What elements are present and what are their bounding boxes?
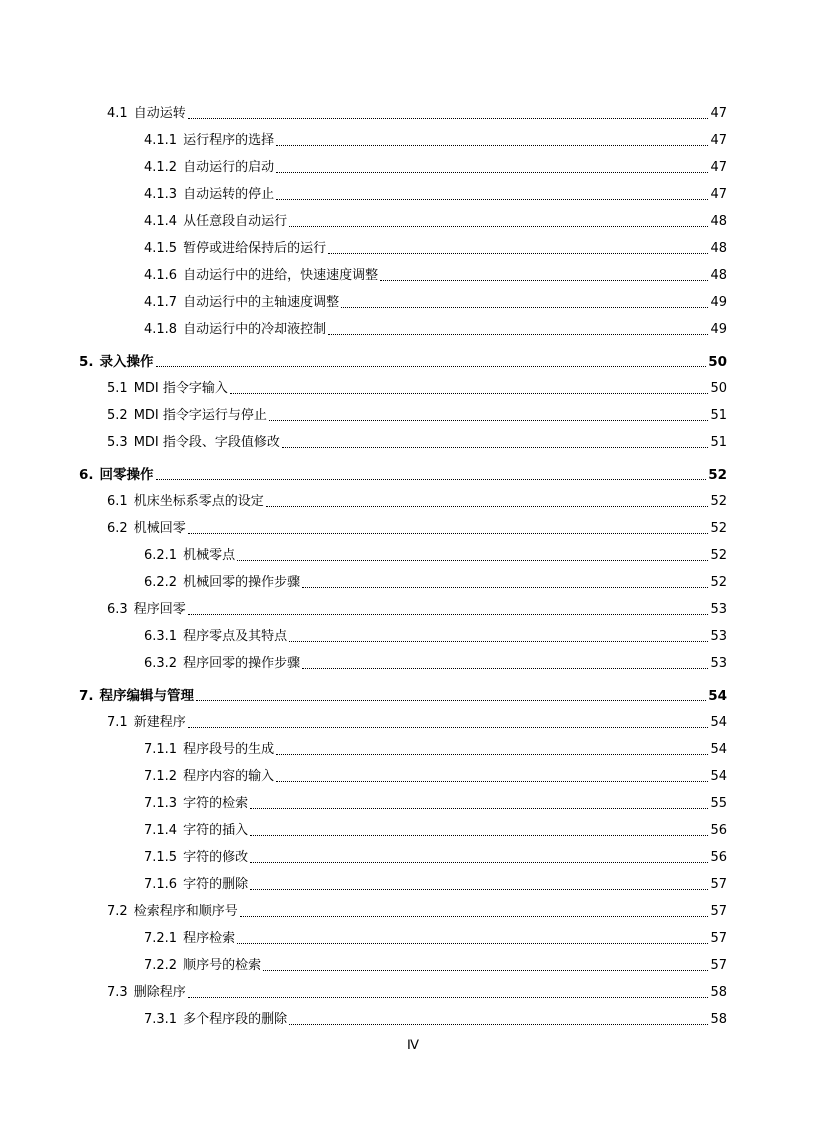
dot-leader bbox=[276, 780, 708, 782]
dot-leader bbox=[250, 834, 708, 836]
toc-entry-text: 程序内容的输入 bbox=[183, 769, 275, 784]
toc-entry-text: 自动运转的停止 bbox=[183, 187, 275, 202]
toc-entry-text: MDI 指令字输入 bbox=[133, 381, 228, 396]
dot-leader bbox=[282, 446, 709, 448]
toc-entry-text: 多个程序段的删除 bbox=[183, 1012, 288, 1027]
toc-entry-text: 删除程序 bbox=[133, 985, 186, 1000]
toc-entry-number: 6. bbox=[79, 467, 94, 483]
toc-entry-number: 7.3.1 bbox=[144, 1012, 178, 1027]
toc-entry[interactable] bbox=[144, 954, 727, 974]
toc-entry-page: 48 bbox=[710, 241, 727, 256]
toc-entry-text: 程序回零的操作步骤 bbox=[183, 656, 301, 671]
dot-leader bbox=[237, 942, 708, 944]
toc-entry-page: 58 bbox=[710, 985, 727, 1000]
toc-entry-title bbox=[107, 715, 186, 731]
toc-entry-number: 6.2.2 bbox=[144, 575, 178, 590]
toc-entry-title bbox=[107, 521, 186, 537]
toc-entry[interactable] bbox=[79, 350, 727, 370]
toc-entry[interactable] bbox=[79, 463, 727, 483]
dot-leader bbox=[276, 144, 708, 146]
dot-leader bbox=[302, 667, 708, 669]
toc-entry-text: 自动运行中的进给，快速速度调整 bbox=[183, 268, 379, 283]
dot-leader bbox=[289, 640, 708, 642]
toc-entry-text: 自动运转 bbox=[133, 106, 186, 121]
toc-entry[interactable] bbox=[144, 625, 727, 645]
dot-leader bbox=[188, 117, 709, 119]
toc-entry-text: 字符的插入 bbox=[183, 823, 249, 838]
toc-entry-page: 54 bbox=[710, 742, 727, 757]
toc-entry-text: 新建程序 bbox=[133, 715, 186, 730]
toc-entry-text: 顺序号的检索 bbox=[183, 958, 262, 973]
toc-entry[interactable] bbox=[144, 765, 727, 785]
toc-entry[interactable] bbox=[107, 981, 727, 1001]
toc-entry-page: 48 bbox=[710, 268, 727, 283]
toc-entry-page: 54 bbox=[710, 715, 727, 730]
toc-entry[interactable] bbox=[107, 404, 727, 424]
toc-entry-number: 6.3.2 bbox=[144, 656, 178, 671]
toc-entry-number: 7.2 bbox=[107, 904, 128, 919]
dot-leader bbox=[188, 726, 709, 728]
toc-entry-number: 4.1.8 bbox=[144, 322, 178, 337]
toc-entry-page: 51 bbox=[710, 435, 727, 450]
toc-entry-page: 56 bbox=[710, 850, 727, 865]
toc-entry[interactable] bbox=[144, 792, 727, 812]
toc-entry-page: 55 bbox=[710, 796, 727, 811]
toc-entry-number: 5.2 bbox=[107, 408, 128, 423]
toc-entry-text: 运行程序的选择 bbox=[183, 133, 275, 148]
toc-entry[interactable] bbox=[144, 927, 727, 947]
dot-leader bbox=[276, 753, 708, 755]
toc-entry-title bbox=[144, 133, 274, 149]
toc-entry-page: 52 bbox=[708, 467, 727, 483]
toc-entry[interactable] bbox=[107, 102, 727, 122]
toc-entry-title bbox=[144, 160, 274, 176]
dot-leader bbox=[380, 279, 708, 281]
toc-entry-number: 7.2.1 bbox=[144, 931, 178, 946]
toc-entry[interactable] bbox=[107, 377, 727, 397]
dot-leader bbox=[196, 699, 706, 701]
toc-entry-number: 4.1.2 bbox=[144, 160, 178, 175]
toc-entry-number: 7.1.2 bbox=[144, 769, 178, 784]
toc-entry[interactable] bbox=[144, 291, 727, 311]
toc-entry-number: 4.1.3 bbox=[144, 187, 178, 202]
toc-entry[interactable] bbox=[107, 598, 727, 618]
dot-leader bbox=[276, 171, 708, 173]
toc-entry[interactable] bbox=[144, 156, 727, 176]
dot-leader bbox=[250, 807, 708, 809]
toc-entry-page: 56 bbox=[710, 823, 727, 838]
dot-leader bbox=[188, 613, 709, 615]
dot-leader bbox=[289, 1023, 708, 1025]
toc-entry-page: 48 bbox=[710, 214, 727, 229]
toc-entry-page: 53 bbox=[710, 602, 727, 617]
toc-entry-page: 47 bbox=[710, 187, 727, 202]
toc-entry-page: 50 bbox=[710, 381, 727, 396]
toc-entry-page: 52 bbox=[710, 521, 727, 536]
dot-leader bbox=[289, 225, 708, 227]
dot-leader bbox=[341, 306, 708, 308]
toc-entry-title bbox=[107, 904, 238, 920]
toc-entry-title bbox=[107, 494, 264, 510]
toc-entry-number: 6.2 bbox=[107, 521, 128, 536]
toc-entry-text: 暂停或进给保持后的运行 bbox=[183, 241, 327, 256]
toc-entry-title bbox=[107, 106, 186, 122]
dot-leader bbox=[240, 915, 709, 917]
toc-entry[interactable] bbox=[107, 711, 727, 731]
toc-entry-title bbox=[144, 823, 248, 839]
dot-leader bbox=[250, 888, 708, 890]
toc-entry-page: 52 bbox=[710, 548, 727, 563]
toc-entry-number: 7.1.4 bbox=[144, 823, 178, 838]
toc-entry-page: 52 bbox=[710, 575, 727, 590]
toc-entry-number: 6.1 bbox=[107, 494, 128, 509]
toc-entry-number: 4.1.6 bbox=[144, 268, 178, 283]
toc-entry-page: 54 bbox=[708, 688, 727, 704]
toc-entry[interactable] bbox=[144, 129, 727, 149]
toc-entry[interactable] bbox=[107, 490, 727, 510]
dot-leader bbox=[188, 532, 709, 534]
toc-entry-title bbox=[144, 1012, 287, 1028]
toc-entry-page: 57 bbox=[710, 877, 727, 892]
toc-entry-number: 7.1.5 bbox=[144, 850, 178, 865]
toc-entry-title bbox=[107, 435, 280, 451]
toc-entry-title bbox=[144, 850, 248, 866]
toc-entry[interactable] bbox=[144, 264, 727, 284]
toc-entry-text: 程序回零 bbox=[133, 602, 186, 617]
toc-entry-title bbox=[107, 381, 228, 397]
toc-entry[interactable] bbox=[144, 318, 727, 338]
toc-entry-number: 4.1.4 bbox=[144, 214, 178, 229]
toc-entry-text: 程序检索 bbox=[183, 931, 236, 946]
dot-leader bbox=[263, 969, 708, 971]
toc-entry-title bbox=[144, 214, 287, 230]
toc-entry-number: 4.1 bbox=[107, 106, 128, 121]
dot-leader bbox=[188, 996, 709, 998]
toc-entry-text: 机械零点 bbox=[183, 548, 236, 563]
toc-entry-number: 5.3 bbox=[107, 435, 128, 450]
toc-entry[interactable] bbox=[144, 738, 727, 758]
toc-entry-number: 6.3.1 bbox=[144, 629, 178, 644]
dot-leader bbox=[230, 392, 709, 394]
toc-entry[interactable] bbox=[144, 819, 727, 839]
dot-leader bbox=[269, 419, 709, 421]
toc-entry-title bbox=[144, 548, 235, 564]
toc-entry-number: 7.3 bbox=[107, 985, 128, 1000]
toc-entry-number: 7. bbox=[79, 688, 94, 704]
toc-entry-title bbox=[144, 931, 235, 947]
toc-entry-page: 49 bbox=[710, 322, 727, 337]
toc-entry-number: 7.2.2 bbox=[144, 958, 178, 973]
toc-entry-number: 7.1.1 bbox=[144, 742, 178, 757]
toc-entry-text: 回零操作 bbox=[99, 467, 154, 483]
toc-entry-page: 49 bbox=[710, 295, 727, 310]
toc-entry-number: 5.1 bbox=[107, 381, 128, 396]
toc-entry-title bbox=[144, 958, 261, 974]
toc-entry-text: 从任意段自动运行 bbox=[183, 214, 288, 229]
dot-leader bbox=[328, 333, 708, 335]
toc-entry[interactable] bbox=[144, 237, 727, 257]
toc-entry[interactable] bbox=[144, 652, 727, 672]
toc-entry[interactable] bbox=[79, 684, 727, 704]
toc-entry-text: 程序段号的生成 bbox=[183, 742, 275, 757]
toc-entry-title bbox=[144, 187, 274, 203]
toc-entry[interactable] bbox=[144, 571, 727, 591]
toc-entry-text: 检索程序和顺序号 bbox=[133, 904, 238, 919]
toc-entry-number: 6.3 bbox=[107, 602, 128, 617]
toc-entry-title bbox=[79, 354, 154, 370]
toc-entry-title bbox=[144, 629, 287, 645]
toc-entry-title bbox=[144, 742, 274, 758]
toc-entry-page: 54 bbox=[710, 769, 727, 784]
toc-entry-text: 机械回零的操作步骤 bbox=[183, 575, 301, 590]
toc-entry-title bbox=[144, 656, 300, 672]
toc-entry-text: 自动运行中的冷却液控制 bbox=[183, 322, 327, 337]
toc-entry-page: 57 bbox=[710, 904, 727, 919]
toc-entry-number: 7.1 bbox=[107, 715, 128, 730]
toc-entry[interactable] bbox=[107, 900, 727, 920]
toc-entry-text: MDI 指令字运行与停止 bbox=[133, 408, 267, 423]
toc-entry-number: 5. bbox=[79, 354, 94, 370]
toc-entry-text: 机床坐标系零点的设定 bbox=[133, 494, 264, 509]
toc-entry[interactable] bbox=[144, 210, 727, 230]
toc-entry-page: 58 bbox=[710, 1012, 727, 1027]
toc-entry-text: 字符的修改 bbox=[183, 850, 249, 865]
toc-entry-title bbox=[144, 769, 274, 785]
toc-entry-page: 52 bbox=[710, 494, 727, 509]
toc-entry-text: 机械回零 bbox=[133, 521, 186, 536]
toc-entry-title bbox=[79, 688, 194, 704]
toc-entry-text: 程序零点及其特点 bbox=[183, 629, 288, 644]
dot-leader bbox=[156, 478, 707, 480]
dot-leader bbox=[250, 861, 708, 863]
toc-entry-page: 57 bbox=[710, 958, 727, 973]
toc-entry-page: 53 bbox=[710, 656, 727, 671]
toc-entry[interactable] bbox=[144, 846, 727, 866]
toc-entry-text: 字符的检索 bbox=[183, 796, 249, 811]
toc-entry-title bbox=[144, 268, 378, 284]
toc-entry-page: 47 bbox=[710, 106, 727, 121]
toc-entry-number: 4.1.5 bbox=[144, 241, 178, 256]
toc-entry-text: 自动运行的启动 bbox=[183, 160, 275, 175]
toc-entry[interactable] bbox=[144, 873, 727, 893]
toc-entry[interactable] bbox=[144, 183, 727, 203]
dot-leader bbox=[266, 505, 709, 507]
toc-entry-title bbox=[107, 408, 267, 424]
toc-entry-title bbox=[144, 241, 326, 257]
dot-leader bbox=[276, 198, 708, 200]
toc-entry-text: 程序编辑与管理 bbox=[99, 688, 195, 704]
toc-entry-title bbox=[144, 877, 248, 893]
toc-entry[interactable] bbox=[144, 1008, 727, 1028]
toc-entry[interactable] bbox=[107, 431, 727, 451]
dot-leader bbox=[328, 252, 708, 254]
toc-entry-number: 7.1.6 bbox=[144, 877, 178, 892]
toc-entry-title bbox=[144, 322, 326, 338]
toc-entry-number: 6.2.1 bbox=[144, 548, 178, 563]
toc-entry-page: 47 bbox=[710, 133, 727, 148]
page-number: Ⅳ bbox=[407, 1037, 419, 1052]
toc-entry[interactable] bbox=[144, 544, 727, 564]
toc-entry-page: 47 bbox=[710, 160, 727, 175]
toc-entry-title bbox=[107, 985, 186, 1001]
dot-leader bbox=[302, 586, 708, 588]
dot-leader bbox=[237, 559, 708, 561]
toc-entry-title bbox=[144, 295, 339, 311]
toc-entry-number: 4.1.1 bbox=[144, 133, 178, 148]
toc-entry-text: 录入操作 bbox=[99, 354, 154, 370]
toc-entry-page: 53 bbox=[710, 629, 727, 644]
toc-entry-title bbox=[79, 467, 154, 483]
toc-entry-title bbox=[144, 796, 248, 812]
toc-entry-page: 50 bbox=[708, 354, 727, 370]
toc-entry-number: 7.1.3 bbox=[144, 796, 178, 811]
toc-entry-title bbox=[144, 575, 300, 591]
toc-entry-title bbox=[107, 602, 186, 618]
toc-entry-text: MDI 指令段、字段值修改 bbox=[133, 435, 280, 450]
dot-leader bbox=[156, 365, 707, 367]
toc-entry-page: 51 bbox=[710, 408, 727, 423]
toc-entry-number: 4.1.7 bbox=[144, 295, 178, 310]
toc-entry[interactable] bbox=[107, 517, 727, 537]
toc-entry-page: 57 bbox=[710, 931, 727, 946]
toc-entry-text: 自动运行中的主轴速度调整 bbox=[183, 295, 340, 310]
toc-entry-text: 字符的删除 bbox=[183, 877, 249, 892]
